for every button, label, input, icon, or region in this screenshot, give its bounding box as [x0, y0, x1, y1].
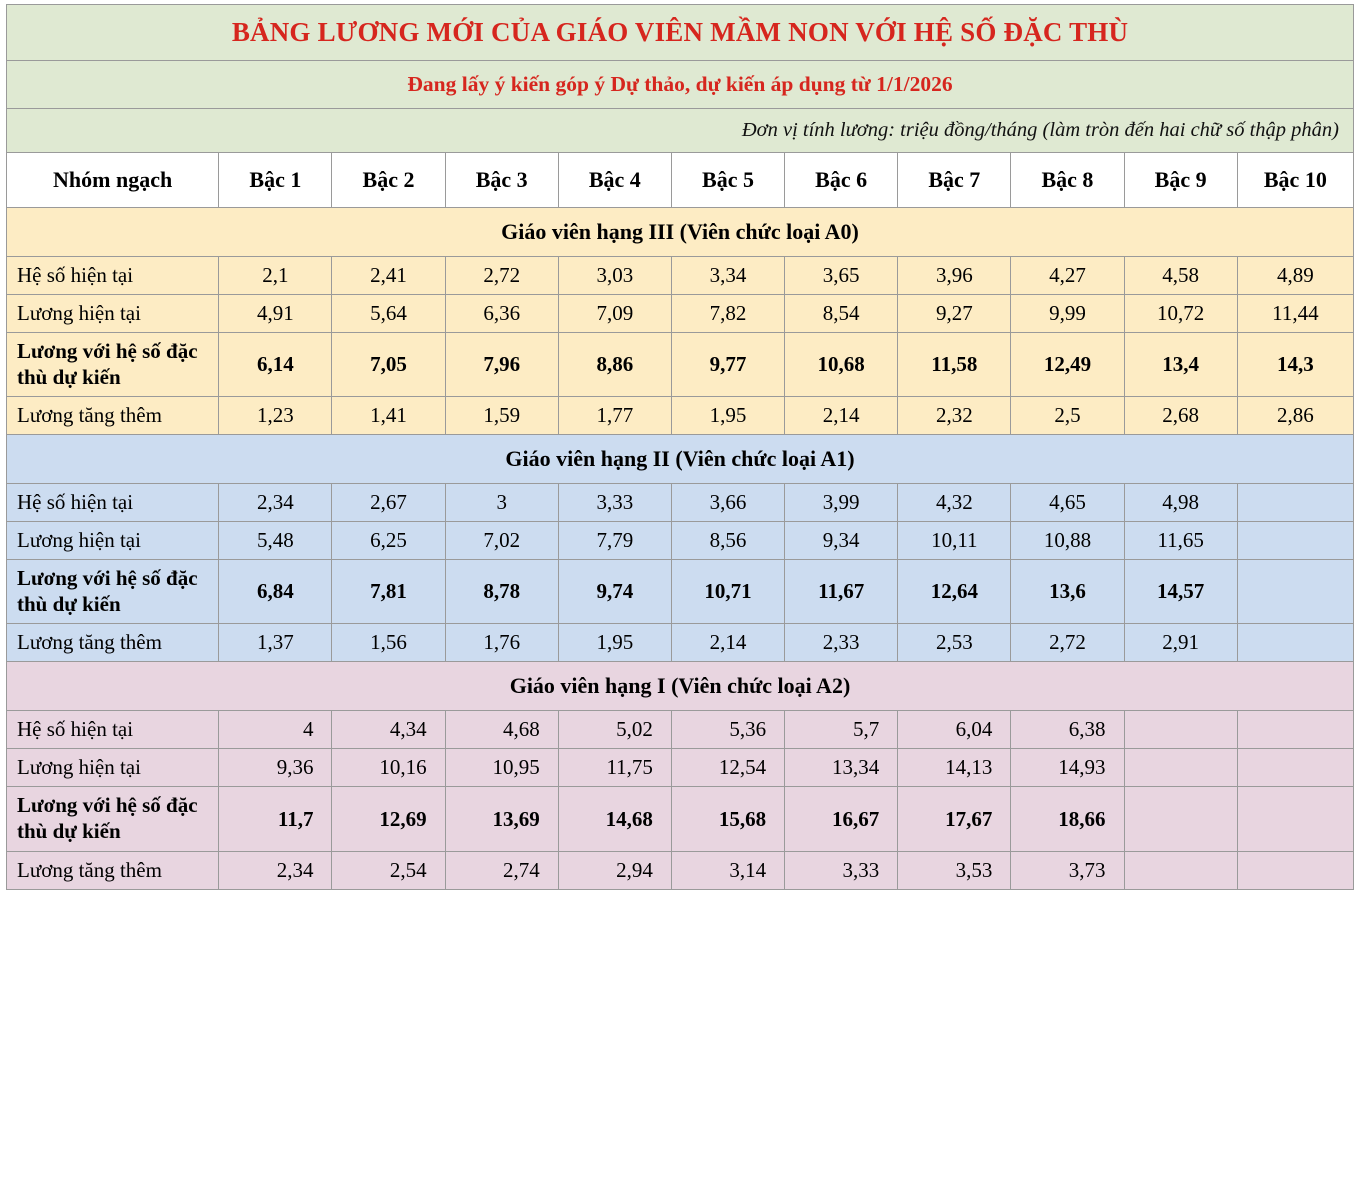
table-cell: 2,86: [1237, 397, 1353, 435]
table-cell: [1237, 787, 1353, 851]
table-cell: 7,05: [332, 333, 445, 397]
table-cell: 3,33: [558, 484, 671, 522]
table-cell: 2,14: [671, 624, 784, 662]
column-header-bac-1: Bậc 1: [219, 153, 332, 208]
table-cell: 7,81: [332, 560, 445, 624]
row-label: Lương với hệ số đặc thù dự kiến: [7, 333, 219, 397]
table-cell: 10,11: [898, 522, 1011, 560]
table-cell: 2,34: [219, 851, 332, 889]
table-cell: 10,16: [332, 749, 445, 787]
row-label: Lương với hệ số đặc thù dự kiến: [7, 787, 219, 851]
table-cell: 3,33: [785, 851, 898, 889]
table-cell: 1,59: [445, 397, 558, 435]
row-label: Hệ số hiện tại: [7, 257, 219, 295]
table-cell: 4,98: [1124, 484, 1237, 522]
table-cell: 3,73: [1011, 851, 1124, 889]
table-cell: 8,54: [785, 295, 898, 333]
table-cell: 13,69: [445, 787, 558, 851]
table-cell: 10,68: [785, 333, 898, 397]
row-label: Lương hiện tại: [7, 522, 219, 560]
table-cell: 5,48: [219, 522, 332, 560]
row-label: Lương tăng thêm: [7, 624, 219, 662]
table-cell: [1124, 851, 1237, 889]
table-cell: 18,66: [1011, 787, 1124, 851]
table-cell: 5,36: [671, 711, 784, 749]
table-cell: 11,67: [785, 560, 898, 624]
column-header-bac-4: Bậc 4: [558, 153, 671, 208]
table-cell: 6,36: [445, 295, 558, 333]
table-cell: 9,99: [1011, 295, 1124, 333]
table-cell: 5,7: [785, 711, 898, 749]
table-cell: 4: [219, 711, 332, 749]
row-label: Lương tăng thêm: [7, 397, 219, 435]
table-cell: [1237, 624, 1353, 662]
table-cell: 12,54: [671, 749, 784, 787]
table-cell: 13,34: [785, 749, 898, 787]
table-cell: 10,72: [1124, 295, 1237, 333]
table-cell: 5,02: [558, 711, 671, 749]
table-cell: [1237, 522, 1353, 560]
table-row: [7, 711, 1354, 749]
table-cell: 15,68: [671, 787, 784, 851]
table-header-row: [7, 153, 1354, 208]
table-cell: 10,88: [1011, 522, 1124, 560]
table-row: [7, 851, 1354, 889]
table-cell: 3,96: [898, 257, 1011, 295]
table-row: [7, 397, 1354, 435]
table-cell: 1,37: [219, 624, 332, 662]
table-cell: 4,34: [332, 711, 445, 749]
column-header-group: Nhóm ngạch: [7, 153, 219, 208]
table-cell: 11,7: [219, 787, 332, 851]
table-cell: 14,3: [1237, 333, 1353, 397]
table-cell: 11,44: [1237, 295, 1353, 333]
table-cell: 12,49: [1011, 333, 1124, 397]
table-cell: 8,78: [445, 560, 558, 624]
table-cell: 11,58: [898, 333, 1011, 397]
table-cell: 8,56: [671, 522, 784, 560]
group-title: Giáo viên hạng I (Viên chức loại A2): [7, 662, 1354, 711]
table-cell: 2,72: [1011, 624, 1124, 662]
row-label: Lương hiện tại: [7, 295, 219, 333]
table-cell: 9,34: [785, 522, 898, 560]
table-cell: 9,77: [671, 333, 784, 397]
table-cell: 5,64: [332, 295, 445, 333]
table-cell: 7,96: [445, 333, 558, 397]
table-cell: 2,33: [785, 624, 898, 662]
table-cell: 11,75: [558, 749, 671, 787]
column-header-bac-8: Bậc 8: [1011, 153, 1124, 208]
group-header-row: [7, 435, 1354, 484]
table-row: [7, 257, 1354, 295]
table-cell: 1,77: [558, 397, 671, 435]
table-cell: 4,32: [898, 484, 1011, 522]
table-cell: 3,53: [898, 851, 1011, 889]
table-row: [7, 749, 1354, 787]
table-cell: 1,56: [332, 624, 445, 662]
table-cell: 14,93: [1011, 749, 1124, 787]
table-cell: [1124, 711, 1237, 749]
table-cell: 4,68: [445, 711, 558, 749]
column-header-bac-2: Bậc 2: [332, 153, 445, 208]
table-cell: 4,89: [1237, 257, 1353, 295]
table-cell: 2,68: [1124, 397, 1237, 435]
table-row: [7, 484, 1354, 522]
table-cell: 2,41: [332, 257, 445, 295]
group-title: Giáo viên hạng II (Viên chức loại A1): [7, 435, 1354, 484]
table-cell: 2,14: [785, 397, 898, 435]
table-cell: 2,53: [898, 624, 1011, 662]
table-cell: 14,68: [558, 787, 671, 851]
table-cell: 1,23: [219, 397, 332, 435]
table-cell: 17,67: [898, 787, 1011, 851]
table-cell: 3,65: [785, 257, 898, 295]
column-header-bac-7: Bậc 7: [898, 153, 1011, 208]
table-cell: 3,66: [671, 484, 784, 522]
document-unit-row: [7, 109, 1354, 153]
group-header-row: [7, 208, 1354, 257]
table-cell: 1,95: [671, 397, 784, 435]
row-label: Lương hiện tại: [7, 749, 219, 787]
column-header-bac-3: Bậc 3: [445, 153, 558, 208]
table-row: [7, 787, 1354, 851]
table-cell: 4,27: [1011, 257, 1124, 295]
table-cell: 3,99: [785, 484, 898, 522]
table-cell: 10,71: [671, 560, 784, 624]
group-header-row: [7, 662, 1354, 711]
table-cell: 14,57: [1124, 560, 1237, 624]
table-cell: 10,95: [445, 749, 558, 787]
table-cell: 2,91: [1124, 624, 1237, 662]
table-cell: 11,65: [1124, 522, 1237, 560]
table-cell: 2,67: [332, 484, 445, 522]
table-cell: 6,84: [219, 560, 332, 624]
table-row: [7, 624, 1354, 662]
table-cell: 14,13: [898, 749, 1011, 787]
unit-note: Đơn vị tính lương: triệu đồng/tháng (làm tròn đến hai chữ số thập phân): [7, 109, 1354, 153]
table-cell: 7,82: [671, 295, 784, 333]
table-cell: 4,65: [1011, 484, 1124, 522]
table-cell: 2,1: [219, 257, 332, 295]
row-label: Lương tăng thêm: [7, 851, 219, 889]
table-cell: 9,36: [219, 749, 332, 787]
table-cell: [1124, 787, 1237, 851]
table-cell: 6,04: [898, 711, 1011, 749]
table-cell: 4,58: [1124, 257, 1237, 295]
table-cell: 6,25: [332, 522, 445, 560]
table-cell: 6,14: [219, 333, 332, 397]
table-cell: 7,02: [445, 522, 558, 560]
table-cell: 2,72: [445, 257, 558, 295]
column-header-bac-9: Bậc 9: [1124, 153, 1237, 208]
table-cell: [1237, 484, 1353, 522]
table-cell: 2,32: [898, 397, 1011, 435]
table-cell: 8,86: [558, 333, 671, 397]
table-cell: 9,27: [898, 295, 1011, 333]
table-cell: 2,74: [445, 851, 558, 889]
table-cell: [1237, 851, 1353, 889]
column-header-bac-6: Bậc 6: [785, 153, 898, 208]
document-title-row: [7, 5, 1354, 61]
column-header-bac-10: Bậc 10: [1237, 153, 1353, 208]
page-subtitle: Đang lấy ý kiến góp ý Dự thảo, dự kiến áp dụng từ 1/1/2026: [7, 61, 1354, 109]
table-cell: 13,6: [1011, 560, 1124, 624]
table-cell: [1237, 749, 1353, 787]
table-cell: 7,79: [558, 522, 671, 560]
row-label: Hệ số hiện tại: [7, 711, 219, 749]
table-cell: 3,34: [671, 257, 784, 295]
table-cell: [1237, 560, 1353, 624]
column-header-bac-5: Bậc 5: [671, 153, 784, 208]
table-row: [7, 522, 1354, 560]
table-cell: 12,64: [898, 560, 1011, 624]
table-cell: 2,54: [332, 851, 445, 889]
table-cell: 3: [445, 484, 558, 522]
table-cell: 1,41: [332, 397, 445, 435]
row-label: Lương với hệ số đặc thù dự kiến: [7, 560, 219, 624]
table-row: [7, 295, 1354, 333]
table-cell: 9,74: [558, 560, 671, 624]
table-cell: 3,14: [671, 851, 784, 889]
salary-table: [6, 4, 1354, 890]
table-cell: 12,69: [332, 787, 445, 851]
table-cell: 13,4: [1124, 333, 1237, 397]
table-cell: [1124, 749, 1237, 787]
table-row: [7, 560, 1354, 624]
table-cell: 2,5: [1011, 397, 1124, 435]
table-cell: 3,03: [558, 257, 671, 295]
table-cell: 6,38: [1011, 711, 1124, 749]
table-cell: 4,91: [219, 295, 332, 333]
document-subtitle-row: [7, 61, 1354, 109]
table-cell: 16,67: [785, 787, 898, 851]
table-cell: [1237, 711, 1353, 749]
table-cell: 1,95: [558, 624, 671, 662]
table-cell: 2,34: [219, 484, 332, 522]
table-cell: 7,09: [558, 295, 671, 333]
table-cell: 1,76: [445, 624, 558, 662]
page-title: BẢNG LƯƠNG MỚI CỦA GIÁO VIÊN MẦM NON VỚI HỆ SỐ ĐẶC THÙ: [7, 5, 1354, 61]
group-title: Giáo viên hạng III (Viên chức loại A0): [7, 208, 1354, 257]
table-cell: 2,94: [558, 851, 671, 889]
table-row: [7, 333, 1354, 397]
row-label: Hệ số hiện tại: [7, 484, 219, 522]
